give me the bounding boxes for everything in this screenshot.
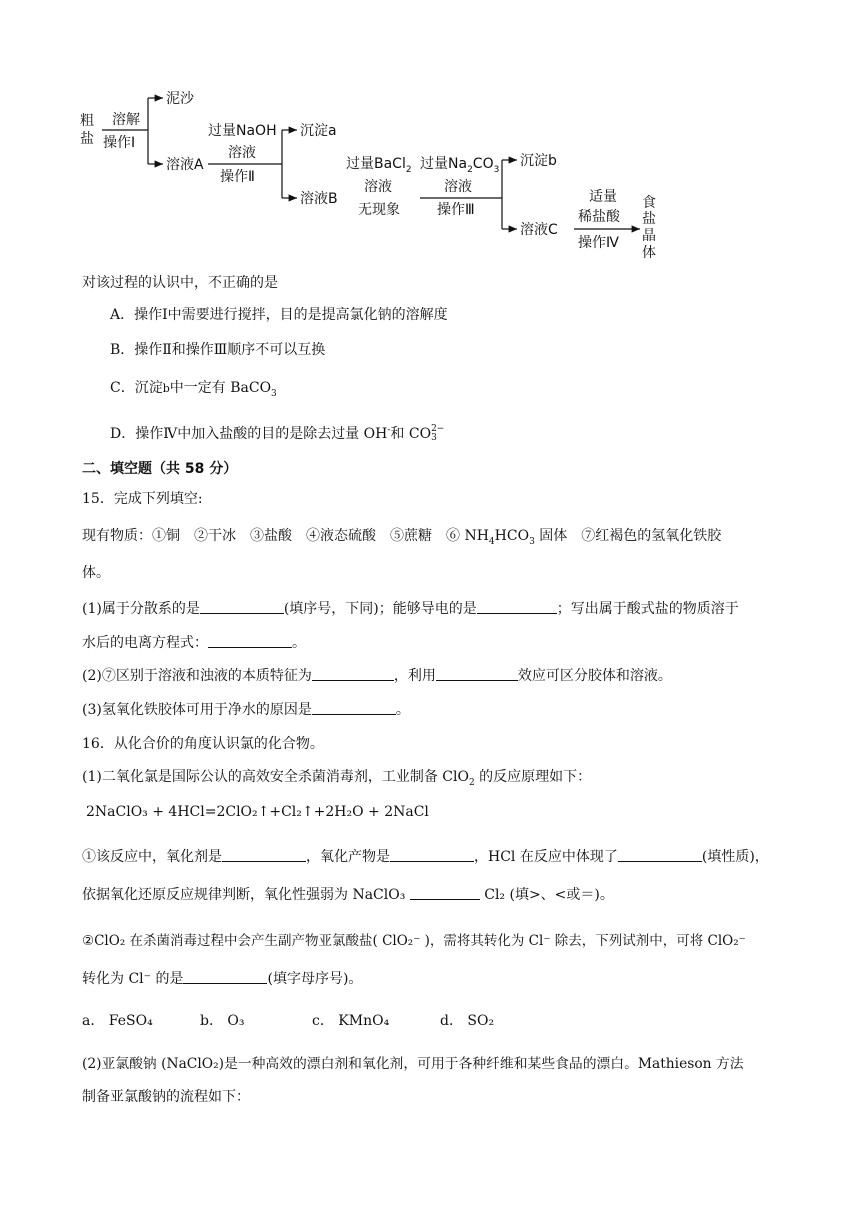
q16-option-c: c． KMnO₄ (312, 1013, 390, 1029)
op1-label: 操作Ⅰ (103, 135, 136, 151)
food-salt-crystal-2: 盐 (642, 211, 656, 227)
q16-part1-intro: (1)二氧化氯是国际公认的高效安全杀菌消毒剂，工业制备 ClO$_2$ 的反应原理如下： (82, 769, 592, 788)
excess-na2co3-label: 过量$Na_2CO_3$ (420, 156, 500, 175)
q14-stem: 对该过程的认识中，不正确的是 (82, 275, 278, 291)
precip-a-label: 沉淀a (300, 123, 337, 139)
process-flow-diagram (0, 0, 860, 270)
op2-label: 操作Ⅱ (220, 169, 255, 185)
precip-b-label: 沉淀b (520, 153, 557, 169)
dilute-hcl-label: 稀盐酸 (578, 209, 620, 225)
food-salt-crystal-3: 晶 (642, 228, 656, 244)
q15-part1: (1)属于分散系的是 (填序号，下同)；能够导电的是 ；写出属于酸式盐的物质溶于 (82, 601, 739, 617)
solution-a-label: 溶液A (166, 157, 204, 173)
mud-label: 泥沙 (166, 91, 194, 107)
blank[interactable] (312, 668, 394, 681)
no-phenomenon-label: 无现象 (358, 202, 400, 218)
q15-part1-cont: 水后的电离方程式： 。 (82, 635, 306, 651)
blank[interactable] (208, 635, 292, 648)
q16-option-d: d． SO₂ (440, 1013, 495, 1029)
q15-part3: (3)氢氧化铁胶体可用于净水的原因是 。 (82, 702, 410, 718)
q16-part2: (2)亚氯酸钠 (NaClO₂)是一种高效的漂白剂和氧化剂，可用于各种纤维和某些食品的漂白。Mathieson 方法 (82, 1056, 744, 1072)
q16-option-b: b． O₃ (200, 1013, 245, 1029)
blank[interactable] (436, 668, 518, 681)
food-salt-crystal-1: 食 (642, 195, 656, 211)
q16-number: 16．从化合价的角度认识氯的化合物。 (82, 736, 324, 752)
q16-sub1: ①该反应中，氧化剂是 ，氧化产物是 ，HCl 在反应中体现了 (填性质)， (82, 849, 769, 865)
blank[interactable] (618, 849, 702, 862)
q16-option-a: a． FeSO₄ (82, 1013, 153, 1029)
blank[interactable] (477, 601, 557, 614)
q14-option-c: C．沉淀b中一定有 BaCO$_3$ (110, 380, 277, 399)
op4-label: 操作Ⅳ (578, 235, 619, 251)
q15-materials: 现有物质：①铜 ②干冰 ③盐酸 ④液态硫酸 ⑤蔗糖 ⑥ $NH_4HCO_3$ 固体 ⑦红褐色的氢氧化铁胶 (82, 528, 722, 547)
q16-sub1-cont: 依据氧化还原反应规律判断，氧化性强弱为 NaClO₃ Cl₂ (填>、<或＝)。 (82, 887, 614, 903)
blank[interactable] (200, 601, 284, 614)
naoh-solution-label: 溶液 (228, 145, 256, 161)
solution-b-label: 溶液B (300, 191, 338, 207)
q14-option-a: A．操作Ⅰ中需要进行搅拌，目的是提高氯化钠的溶解度 (110, 307, 448, 323)
food-salt-crystal-4: 体 (642, 245, 656, 261)
excess-naoh-label: 过量NaOH (208, 123, 277, 139)
op3-label: 操作Ⅲ (437, 202, 475, 218)
q14-option-b: B．操作Ⅱ和操作Ⅲ顺序不可以互换 (110, 342, 326, 358)
section-heading: 二、填空题（共 58 分） (82, 461, 238, 477)
excess-bacl2-label: 过量BaCl$_2$ (346, 156, 412, 175)
crude-salt-label-2: 盐 (80, 131, 94, 147)
blank[interactable] (183, 971, 267, 984)
blank[interactable] (312, 702, 396, 715)
q15-number: 15．完成下列填空: (82, 491, 203, 507)
solution-c-label: 溶液C (520, 222, 558, 238)
q15-part2: (2)⑦区别于溶液和浊液的本质特征为 ，利用 效应可区分胶体和溶液。 (82, 668, 672, 684)
appropriate-label: 适量 (589, 189, 617, 205)
q14-option-d: D．操作Ⅳ中加入盐酸的目的是除去过量 OH-和 CO 2− 3 (110, 424, 445, 443)
blank[interactable] (390, 849, 474, 862)
q16-sub2: ②ClO₂ 在杀菌消毒过程中会产生副产物亚氯酸盐( ClO₂⁻ )，需将其转化为 Cl⁻ 除去，下列试剂中，可将 ClO₂⁻ (82, 933, 746, 949)
q16-sub2-cont: 转化为 Cl⁻ 的是 (填字母序号)。 (82, 971, 363, 987)
q15-materials-cont: 体。 (82, 565, 110, 581)
bacl2-solution-label: 溶液 (364, 179, 392, 195)
q16-part2-cont: 制备亚氯酸钠的流程如下： (82, 1089, 250, 1105)
blank[interactable] (410, 887, 480, 900)
blank[interactable] (222, 849, 306, 862)
dissolve-label: 溶解 (112, 112, 140, 128)
q16-equation: 2NaClO₃ + 4HCl=2ClO₂↑+Cl₂↑+2H₂O + 2NaCl (86, 804, 429, 820)
crude-salt-label-1: 粗 (80, 113, 94, 129)
na2co3-solution-label: 溶液 (444, 179, 472, 195)
